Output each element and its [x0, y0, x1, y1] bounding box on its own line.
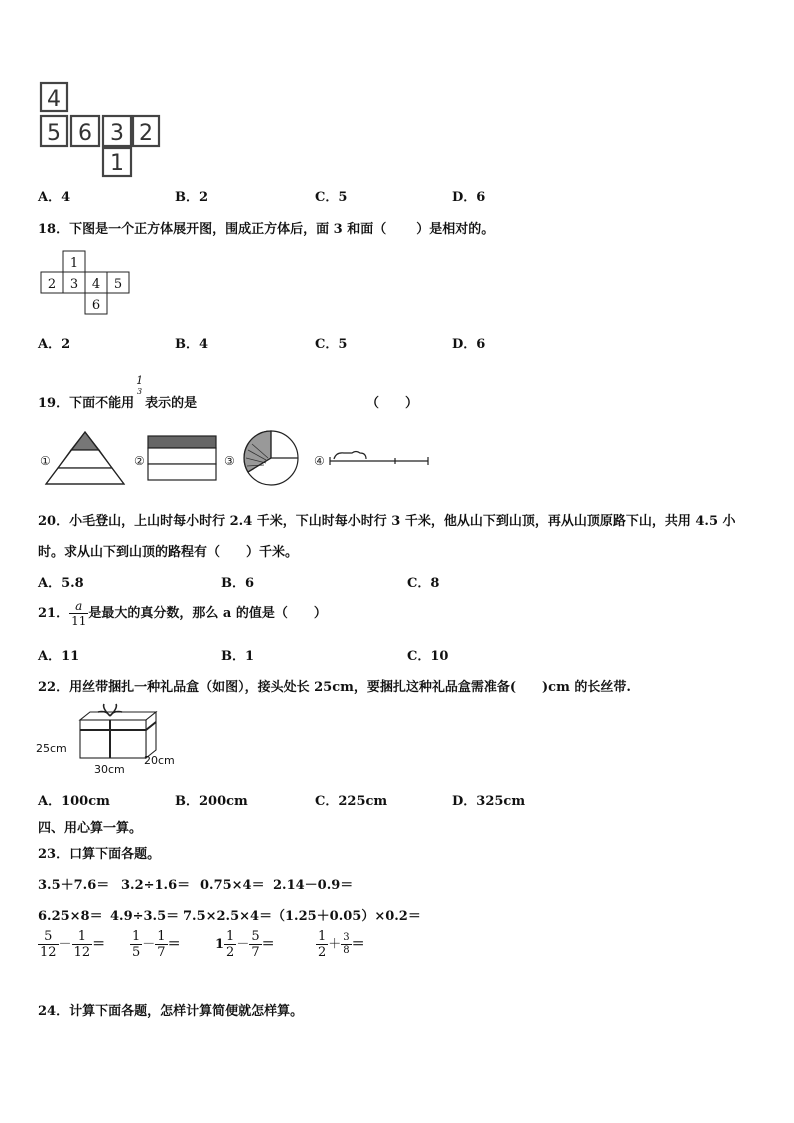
q17-option-d[interactable]: D．6	[452, 190, 486, 205]
q18-net-number: 3	[69, 277, 79, 292]
q24-stem: 24．计算下面各题，怎样计算简便就怎样算。	[38, 1004, 304, 1019]
q22-option-a[interactable]: A．100cm	[38, 794, 110, 809]
q18-cube-net-figure	[40, 250, 135, 318]
q17-option-b[interactable]: B．2	[175, 190, 209, 205]
q18-net-number: 5	[113, 277, 123, 292]
q19-stem	[38, 368, 198, 411]
q18-net-number: 1	[69, 256, 79, 271]
q17-cube-net-figure	[38, 80, 163, 180]
q18-stem	[38, 218, 494, 237]
q19-suffix: 表示的是	[145, 396, 198, 411]
q19-fraction: 1 3	[136, 374, 144, 396]
q18-option-c[interactable]: C．5	[315, 337, 348, 352]
q20-stem-line1: 20．小毛登山，上山时每小时行 2.4 千米，下山时每小时行 3 千米，他从山下到山顶，再从山顶原路下山，共用 4.5 小	[38, 514, 736, 529]
q22-height-label: 25cm	[36, 742, 67, 755]
q21-fraction: $\frac{a}{11}$	[71, 599, 87, 628]
q23-row1-item: 3.5＋7.6＝	[38, 878, 110, 893]
q23-row2-item: （1.25＋0.05）×0.2＝	[272, 909, 421, 924]
q21-option-c[interactable]: C．10	[407, 649, 449, 664]
q19-rectangle	[148, 436, 216, 480]
q19-figure-label: ①	[40, 454, 51, 468]
q20-stem-line2: 时。求从山下到山顶的路程有（ ）千米。	[38, 545, 299, 560]
q22-width-label: 20cm	[144, 754, 175, 767]
q18-prefix: 18．下图是一个正方体展开图，围成正方体后，面 3 和面（	[38, 222, 387, 237]
q19-answer-paren[interactable]: （ ）	[366, 396, 419, 411]
q17-net-number: 1	[110, 151, 124, 176]
q23-row1-item: 2.14－0.9＝	[273, 878, 354, 893]
q20-option-a[interactable]: A．5.8	[38, 576, 84, 591]
q17-net-number: 5	[47, 121, 61, 146]
q19-figure-label: ④	[314, 454, 325, 468]
q23-row1-item: 3.2÷1.6＝	[121, 878, 191, 893]
q18-suffix: ）是相对的。	[416, 222, 495, 237]
q21-prefix: 21．	[38, 606, 70, 621]
q22-length-label: 30cm	[94, 763, 125, 776]
q17-net-number: 4	[47, 87, 61, 112]
q23-row2-item: 4.9÷3.5＝	[110, 909, 180, 924]
q17-net-number: 6	[78, 121, 92, 146]
q20-option-c[interactable]: C．8	[407, 576, 440, 591]
q17-net-number: 3	[110, 121, 124, 146]
q17-option-c[interactable]: C．5	[315, 190, 348, 205]
q18-net-number: 2	[47, 277, 57, 292]
q18-net-number: 6	[91, 298, 101, 313]
q20-option-b[interactable]: B．6	[221, 576, 255, 591]
q21-option-b[interactable]: B．1	[221, 649, 255, 664]
q22-option-c[interactable]: C．225cm	[315, 794, 388, 809]
q22-option-d[interactable]: D．325cm	[452, 794, 526, 809]
q23-row3-expr-1: $\frac{5}{12}$ － $\frac{1}{12}$ ＝	[40, 929, 106, 960]
q21-option-a[interactable]: A．11	[38, 649, 80, 664]
q18-net-number: 4	[91, 277, 101, 292]
q18-option-d[interactable]: D．6	[452, 337, 486, 352]
q18-option-b[interactable]: B．4	[175, 337, 209, 352]
q23-row3-expr-4: $\frac{1}{2}$ ＋ $\frac{3}{8}$ ＝	[318, 929, 365, 960]
q21-suffix: 是最大的真分数，那么 a 的值是（ ）	[88, 606, 327, 621]
q19-figure-label: ③	[224, 454, 235, 468]
q23-row3-expr-3: 1 $\frac{1}{2}$ － $\frac{5}{7}$ ＝	[215, 929, 275, 960]
q17-option-a[interactable]: A．4	[38, 190, 71, 205]
q23-row2-item: 6.25×8＝	[38, 909, 103, 924]
q23-row2-item: 7.5×2.5×4＝	[183, 909, 273, 924]
q19-circle	[244, 431, 298, 485]
q23-title: 23．口算下面各题。	[38, 847, 161, 862]
q22-gift-box-figure	[36, 708, 186, 778]
q23-row1-item: 0.75×4＝	[200, 878, 265, 893]
q19-segment	[330, 452, 428, 466]
q19-prefix: 19．下面不能用	[38, 396, 135, 411]
q21-stem	[38, 600, 327, 627]
q23-row3-expr-2: $\frac{1}{5}$ － $\frac{1}{7}$ ＝	[132, 929, 181, 960]
q19-figure-label: ②	[134, 454, 145, 468]
q19-triangle	[46, 432, 124, 484]
q18-option-a[interactable]: A．2	[38, 337, 71, 352]
q22-stem: 22．用丝带捆扎一种礼品盒（如图），接头处长 25cm，要捆扎这种礼品盒需准备( )cm 的长丝带.	[38, 680, 631, 695]
section-4-title: 四、用心算一算。	[38, 821, 143, 836]
q19-figures	[38, 428, 438, 490]
q22-option-b[interactable]: B．200cm	[175, 794, 248, 809]
q17-net-number: 2	[139, 121, 153, 146]
